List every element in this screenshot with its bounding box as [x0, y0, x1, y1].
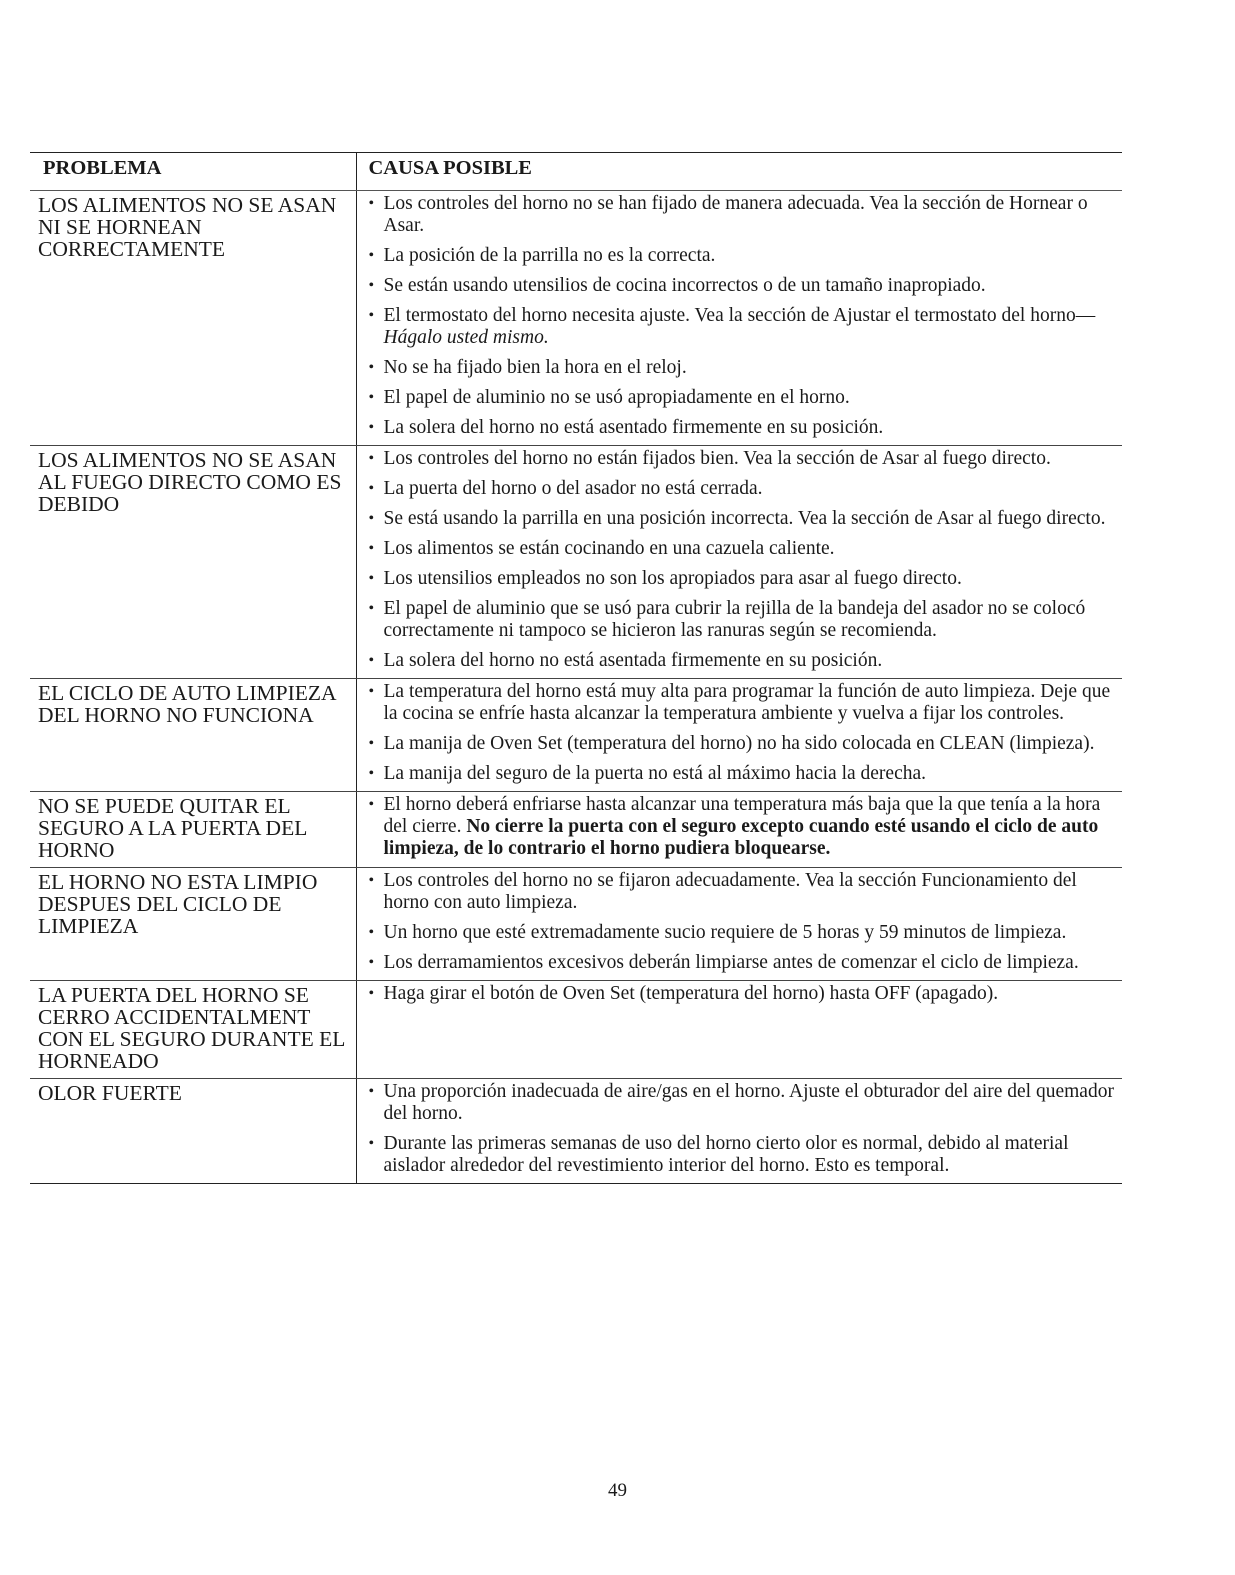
cause-cell	[356, 868, 1122, 981]
bullet-icon: •	[368, 735, 375, 752]
cause-text: Los alimentos se están cocinando en una cazuela caliente.	[383, 538, 835, 559]
cause-column-header: CAUSA POSIBLE	[356, 153, 1122, 191]
bullet-icon: •	[368, 954, 375, 971]
cause-text: Un horno que esté extremadamente sucio requiere de 5 horas y 59 minutos de limpieza.	[383, 922, 1067, 943]
cause-item	[368, 681, 1119, 725]
cause-cell	[356, 446, 1122, 679]
table-row	[30, 679, 1122, 792]
problem-cell: EL HORNO NO ESTA LIMPIO DESPUES DEL CICLO DE LIMPIEZA	[30, 868, 356, 981]
table-row	[30, 191, 1122, 446]
problem-column-header: PROBLEMA	[30, 153, 356, 191]
cause-item	[368, 794, 1119, 860]
bullet-icon: •	[368, 765, 375, 782]
bullet-icon: •	[368, 247, 375, 264]
cause-text: La solera del horno no está asentado firmemente en su posición.	[383, 417, 884, 438]
bullet-icon: •	[368, 419, 375, 436]
cause-item	[368, 870, 1119, 914]
bullet-icon: •	[368, 307, 375, 324]
cause-text: La posición de la parrilla no es la correcta.	[383, 245, 716, 266]
table-row	[30, 1079, 1122, 1184]
troubleshooting-section	[30, 152, 1122, 1184]
bullet-icon: •	[368, 683, 375, 700]
bullet-icon: •	[368, 872, 375, 889]
troubleshooting-table	[30, 152, 1122, 1184]
cause-item	[368, 305, 1119, 349]
problem-cell: LA PUERTA DEL HORNO SE CERRO ACCIDENTALMENT CON EL SEGURO DURANTE EL HORNEADO	[30, 981, 356, 1079]
table-row	[30, 981, 1122, 1079]
cause-text: Los derramamientos excesivos deberán limpiarse antes de comenzar el ciclo de limpieza.	[383, 952, 1079, 973]
bullet-icon: •	[368, 480, 375, 497]
cause-item	[368, 357, 1119, 379]
cause-text: La temperatura del horno está muy alta para programar la función de auto limpieza. Deje que la cocina se enfríe hasta alcanzar la temperatura ambiente y vuelva a fijar los controles.	[383, 681, 1111, 724]
bullet-icon: •	[368, 277, 375, 294]
bullet-icon: •	[368, 796, 375, 813]
cause-text: No se ha fijado bien la hora en el reloj.	[383, 357, 687, 378]
bullet-icon: •	[368, 540, 375, 557]
cause-item	[368, 387, 1119, 409]
cause-text: El termostato del horno necesita ajuste. Vea la sección de Ajustar el termostato del horno—	[383, 305, 1096, 326]
cause-item	[368, 763, 1119, 785]
cause-item	[368, 922, 1119, 944]
table-row	[30, 868, 1122, 981]
problem-cell: NO SE PUEDE QUITAR EL SEGURO A LA PUERTA DEL HORNO	[30, 792, 356, 868]
problem-cell: EL CICLO DE AUTO LIMPIEZA DEL HORNO NO FUNCIONA	[30, 679, 356, 792]
cause-text: La manija del seguro de la puerta no está al máximo hacia la derecha.	[383, 763, 927, 784]
cause-text: Los controles del horno no se fijaron adecuadamente. Vea la sección Funcionamiento del horno con auto limpieza.	[383, 870, 1077, 913]
bullet-icon: •	[368, 359, 375, 376]
problem-cell: LOS ALIMENTOS NO SE ASAN AL FUEGO DIRECTO COMO ES DEBIDO	[30, 446, 356, 679]
cause-item	[368, 478, 1119, 500]
cause-text: Los utensilios empleados no son los apropiados para asar al fuego directo.	[383, 568, 962, 589]
cause-text: Los controles del horno no están fijados bien. Vea la sección de Asar al fuego directo.	[383, 448, 1051, 469]
cause-text: El papel de aluminio no se usó apropiadamente en el horno.	[383, 387, 850, 408]
cause-text: La solera del horno no está asentada firmemente en su posición.	[383, 650, 883, 671]
cause-text: Haga girar el botón de Oven Set (temperatura del horno) hasta OFF (apagado).	[383, 983, 999, 1004]
cause-item	[368, 508, 1119, 530]
cause-item	[368, 733, 1119, 755]
cause-cell	[356, 792, 1122, 868]
cause-item	[368, 1081, 1119, 1125]
bullet-icon: •	[368, 570, 375, 587]
table-row	[30, 446, 1122, 679]
cause-item	[368, 417, 1119, 439]
cause-text: Una proporción inadecuada de aire/gas en el horno. Ajuste el obturador del aire del quemador del horno.	[383, 1081, 1114, 1124]
cause-item	[368, 448, 1119, 470]
bullet-icon: •	[368, 1135, 375, 1152]
bullet-icon: •	[368, 510, 375, 527]
cause-item	[368, 568, 1119, 590]
cause-text: Durante las primeras semanas de uso del horno cierto olor es normal, debido al material aislador alrededor del revestimiento interior del horno. Esto es temporal.	[383, 1133, 1069, 1176]
bullet-icon: •	[368, 600, 375, 617]
cause-text: El papel de aluminio que se usó para cubrir la rejilla de la bandeja del asador no se colocó correctamente ni tampoco se hicieron las ranuras según se recomienda.	[383, 598, 1086, 641]
table-row	[30, 792, 1122, 868]
problem-cell: LOS ALIMENTOS NO SE ASAN NI SE HORNEAN CORRECTAMENTE	[30, 191, 356, 446]
cause-text: Los controles del horno no se han fijado de manera adecuada. Vea la sección de Hornear o Asar.	[383, 193, 1088, 236]
problem-cell: OLOR FUERTE	[30, 1079, 356, 1184]
cause-cell	[356, 191, 1122, 446]
cause-item	[368, 952, 1119, 974]
cause-item	[368, 193, 1119, 237]
cause-cell	[356, 679, 1122, 792]
cause-text: La manija de Oven Set (temperatura del horno) no ha sido colocada en CLEAN (limpieza).	[383, 733, 1095, 754]
cause-item	[368, 275, 1119, 297]
cause-text: Se están usando utensilios de cocina incorrectos o de un tamaño inapropiado.	[383, 275, 986, 296]
cause-cell	[356, 981, 1122, 1079]
cause-item	[368, 245, 1119, 267]
cause-text: La puerta del horno o del asador no está cerrada.	[383, 478, 763, 499]
bullet-icon: •	[368, 195, 375, 212]
table-header-row	[30, 153, 1122, 191]
bullet-icon: •	[368, 924, 375, 941]
bullet-icon: •	[368, 389, 375, 406]
cause-item	[368, 983, 1119, 1005]
cause-text: Se está usando la parrilla en una posición incorrecta. Vea la sección de Asar al fuego directo.	[383, 508, 1106, 529]
cause-item	[368, 1133, 1119, 1177]
bullet-icon: •	[368, 1083, 375, 1100]
cause-text: El horno deberá enfriarse hasta alcanzar una temperatura más baja que la que tenía a la hora del cierre.	[383, 794, 1101, 837]
bullet-icon: •	[368, 985, 375, 1002]
cause-cell	[356, 1079, 1122, 1184]
cause-text-bold: No cierre la puerta con el seguro excepto cuando esté usando el ciclo de auto limpieza, de lo contrario el horno pudiera bloquearse.	[383, 816, 1099, 859]
page-number: 49	[608, 1480, 627, 1501]
cause-item	[368, 538, 1119, 560]
cause-text-italic: Hágalo usted mismo.	[383, 327, 549, 348]
cause-item	[368, 650, 1119, 672]
bullet-icon: •	[368, 652, 375, 669]
table-body	[30, 191, 1122, 1184]
bullet-icon: •	[368, 450, 375, 467]
cause-item	[368, 598, 1119, 642]
